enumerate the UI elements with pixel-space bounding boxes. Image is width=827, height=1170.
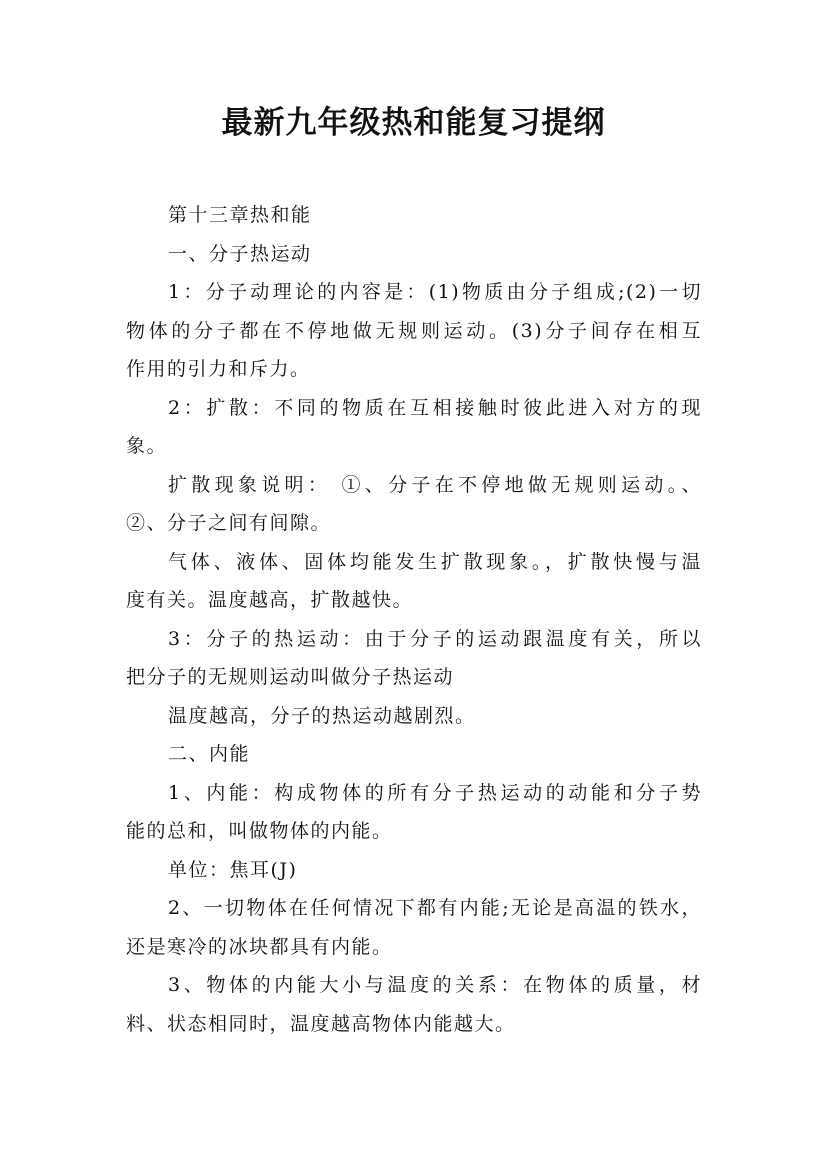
chapter-heading: 第十三章热和能 [168, 204, 312, 226]
section-heading-2: 二、内能 [168, 743, 251, 765]
document-title: 最新九年级热和能复习提纲 [221, 105, 606, 141]
text-line: 能的总和，叫做物体的内能。 [126, 820, 393, 842]
text-line: 1：分子动理论的内容是：(1)物质由分子组成;(2)一切 [168, 281, 702, 303]
text-line: 还是寒冷的冰块都具有内能。 [126, 935, 393, 958]
text-line: 3、物体的内能大小与温度的关系：在物体的质量，材 [168, 974, 702, 996]
text-line: 度有关。温度越高，扩散越快。 [126, 589, 414, 611]
text-line: 物体的分子都在不停地做无规则运动。(3)分子间存在相互 [126, 319, 702, 342]
text-line: 作用的引力和斥力。 [126, 358, 311, 380]
text-line: ②、分子之间有间隙。 [126, 512, 332, 534]
document-body [126, 196, 702, 1043]
text-line: 料、状态相同时，温度越高物体内能越大。 [126, 1012, 516, 1035]
text-line: 扩散现象说明： ①、分子在不停地做无规则运动。、 [168, 473, 702, 496]
text-line: 2：扩散：不同的物质在互相接触时彼此进入对方的现 [168, 396, 702, 419]
text-line: 温度越高，分子的热运动越剧烈。 [168, 704, 476, 727]
text-line: 单位：焦耳(J) [168, 858, 298, 881]
text-line: 象。 [126, 435, 168, 457]
text-line: 把分子的无规则运动叫做分子热运动 [126, 666, 455, 688]
text-line: 3：分子的热运动：由于分子的运动跟温度有关，所以 [168, 627, 702, 650]
section-heading-1: 一、分子热运动 [168, 242, 312, 265]
text-line: 气体、液体、固体均能发生扩散现象。，扩散快慢与温 [168, 550, 702, 573]
text-line: 2、一切物体在任何情况下都有内能;无论是高温的铁水， [168, 897, 702, 919]
text-line: 1、内能：构成物体的所有分子热运动的动能和分子势 [168, 781, 702, 804]
